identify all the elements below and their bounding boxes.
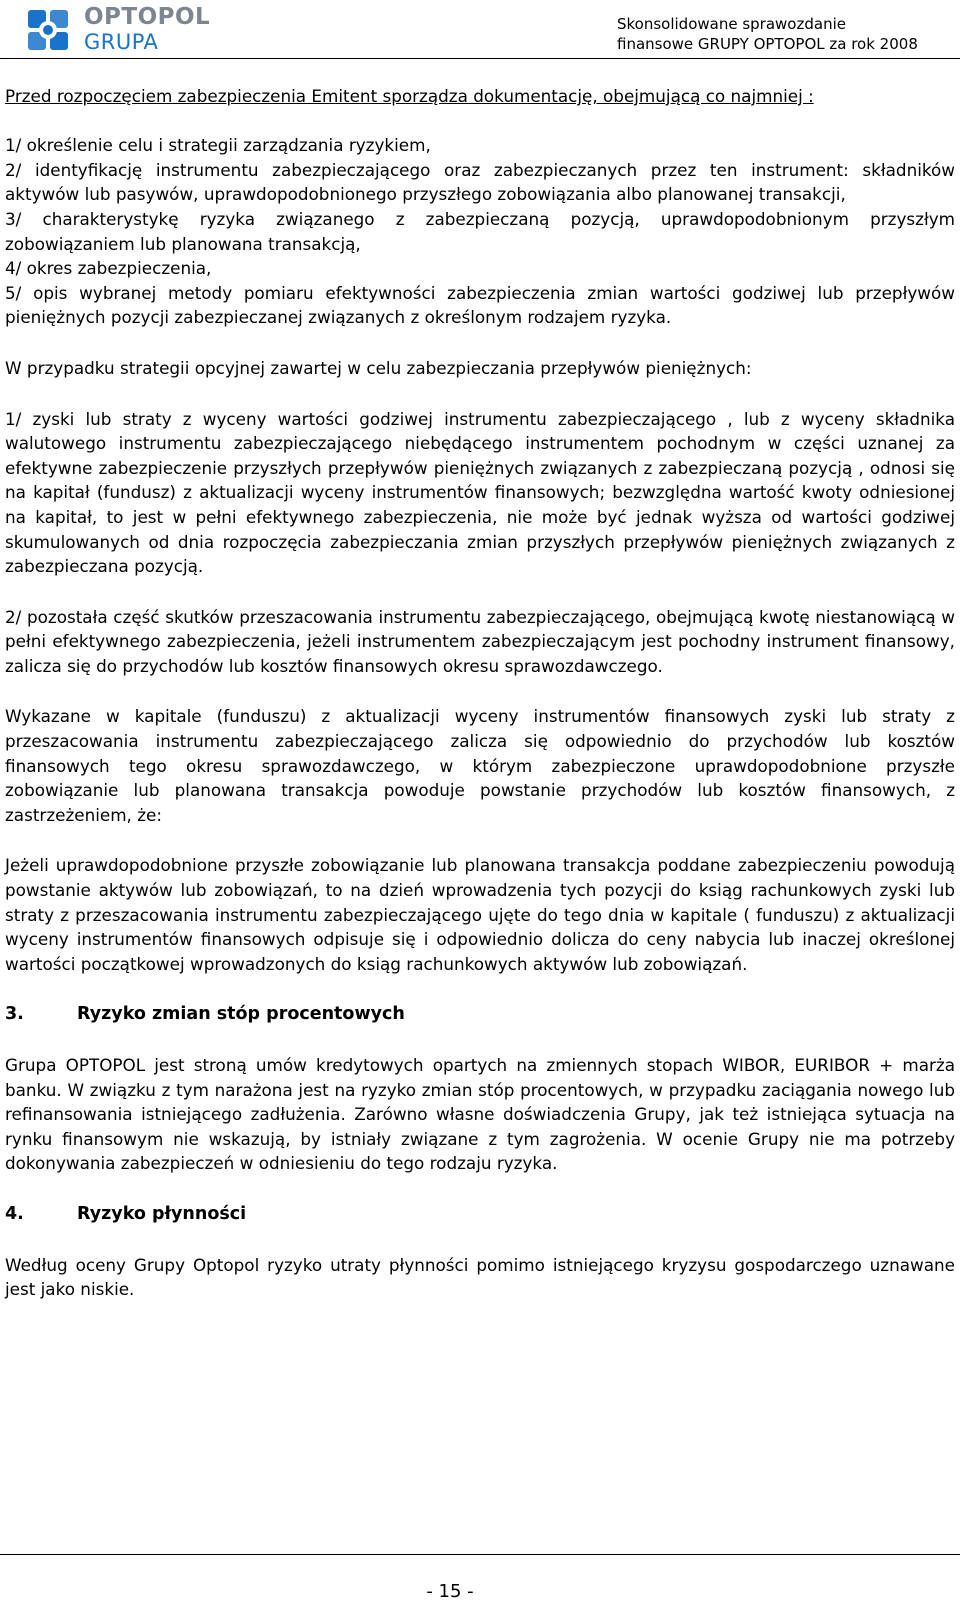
section-4-heading bbox=[5, 1202, 955, 1227]
list-item-5: 5/ opis wybranej metody pomiaru efektywności zabezpieczenia zmian wartości godziwej lub przepływów pieniężnych pozycji zabezpieczanej związanych z określonym rodzajem ryzyka. bbox=[5, 282, 955, 328]
page-header bbox=[0, 0, 960, 60]
remaining-paragraph: 2/ pozostała część skutków przeszacowania instrumentu zabezpieczającego, obejmującą kwotę niestanowiącą w pełni efektywnego zabezpieczenia, jeżeli instrumentem zabezpieczającym jest pochodny instrument finansowy, zalicza się do przychodów lub kosztów finansowych okresu sprawozdawczego. bbox=[5, 606, 955, 676]
section-4-number: 4. bbox=[5, 1203, 24, 1224]
section-3-number: 3. bbox=[5, 1004, 24, 1025]
intro-paragraph: Przed rozpoczęciem zabezpieczenia Emitent sporządza dokumentację, obejmującą co najmniej : bbox=[5, 86, 814, 106]
company-logo bbox=[22, 4, 222, 54]
footer-divider bbox=[0, 1554, 960, 1555]
section-3-heading bbox=[5, 1002, 955, 1027]
logo-group: GRUPA bbox=[84, 30, 159, 54]
recognized-paragraph: Wykazane w kapitale (funduszu) z aktualizacji wyceny instrumentów finansowych zyski lub straty z przeszacowania instrumentu zabezpieczającego zalicza się odpowiednio do przychodów lub kosztów finansowych tego okresu sprawozdawczego, w którym zabezpieczone uprawdopodobnione przyszłe zobowiązanie lub planowana transakcja powoduje powstanie przychodów lub kosztów finansowych, z zastrzeżeniem, że: bbox=[5, 706, 955, 825]
gains-paragraph: 1/ zyski lub straty z wyceny wartości godziwej instrumentu zabezpieczającego , lub z wyceny składnika walutowego instrumentu zabezpieczającego niebędącego instrumentem pochodnym w części uznanej za efektywne zabezpieczenie przyszłych przepływów pieniężnych związanych z zabezpieczaną pozycją , odnosi się na kapitał (fundusz) z aktualizacji wyceny instrumentów finansowych; bezwzględna wartość kwoty odniesionej na kapitał, to jest w pełni efektywnego zabezpieczenia, nie może być jednak wyższa od wartości godziwej skumulowanych od dnia rozpoczęcia zabezpieczania zmian przyszłych przepływów pieniężnych związanych z zabezpieczana pozycją. bbox=[5, 408, 955, 577]
list-item-2: 2/ identyfikację instrumentu zabezpieczającego oraz zabezpieczanych przez ten instrument: składników aktywów lub pasywów, uprawdopodobnionego przyszłego zobowiązania albo planowanej transakcji, bbox=[5, 159, 955, 205]
list-item-1: 1/ określenie celu i strategii zarządzania ryzykiem, bbox=[5, 135, 431, 156]
condition-paragraph: Jeżeli uprawdopodobnione przyszłe zobowiązanie lub planowana transakcja poddane zabezpieczeniu powodują powstanie aktywów lub zobowiązań, to na dzień wprowadzenia tych pozycji do ksiąg rachunkowych zyski lub straty z przeszacowania instrumentu zabezpieczającego ujęte do tego dnia w kapitale ( funduszu) z aktualizacji wyceny instrumentów finansowych odpisuje się i odpowiednio dolicza do ceny nabycia lub inaczej określonej wartości początkowej wprowadzonych do ksiąg rachunkowych aktywów lub zobowiązań. bbox=[5, 855, 955, 974]
page-number: - 15 - bbox=[426, 1581, 474, 1602]
section-3-title: Ryzyko zmian stóp procentowych bbox=[77, 1004, 405, 1025]
list-item-4: 4/ okres zabezpieczenia, bbox=[5, 258, 212, 279]
section-4-title: Ryzyko płynności bbox=[77, 1203, 247, 1224]
section-4-paragraph: Według oceny Grupy Optopol ryzyko utraty płynności pomimo istniejącego kryzysu gospodarczego uznawane jest jako niskie. bbox=[5, 1254, 955, 1300]
list-item-3: 3/ charakterystykę ryzyka związanego z zabezpieczaną pozycją, uprawdopodobnionym przyszłym zobowiązaniem lub planowana transakcją, bbox=[5, 208, 955, 254]
header-divider bbox=[0, 58, 960, 59]
strategy-paragraph: W przypadku strategii opcyjnej zawartej w celu zabezpieczania przepływów pieniężnych: bbox=[5, 357, 752, 378]
document-body bbox=[5, 84, 955, 1302]
logo-name: OPTOPOL bbox=[84, 4, 211, 30]
section-3-paragraph: Grupa OPTOPOL jest stroną umów kredytowych opartych na zmiennych stopach WIBOR, EURIBOR + marża banku. W związku z tym narażona jest na ryzyko zmian stóp procentowych, w przypadku zaciągania nowego lub refinansowania istniejącego zadłużenia. Zarówno własne doświadczenia Grupy, jak też istniejąca sytuacja na rynku finansowym nie wskazują, by istniały związane z tym zagrożenia. W ocenie Grupy nie ma potrzeby dokonywania zabezpieczeń w odniesieniu do tego rodzaju ryzyka. bbox=[5, 1055, 955, 1174]
report-title-line1: Skonsolidowane sprawozdanie bbox=[617, 15, 846, 33]
report-title-line2: finansowe GRUPY OPTOPOL za rok 2008 bbox=[617, 35, 918, 53]
report-title bbox=[617, 14, 942, 54]
logo-emblem-icon bbox=[22, 4, 74, 54]
